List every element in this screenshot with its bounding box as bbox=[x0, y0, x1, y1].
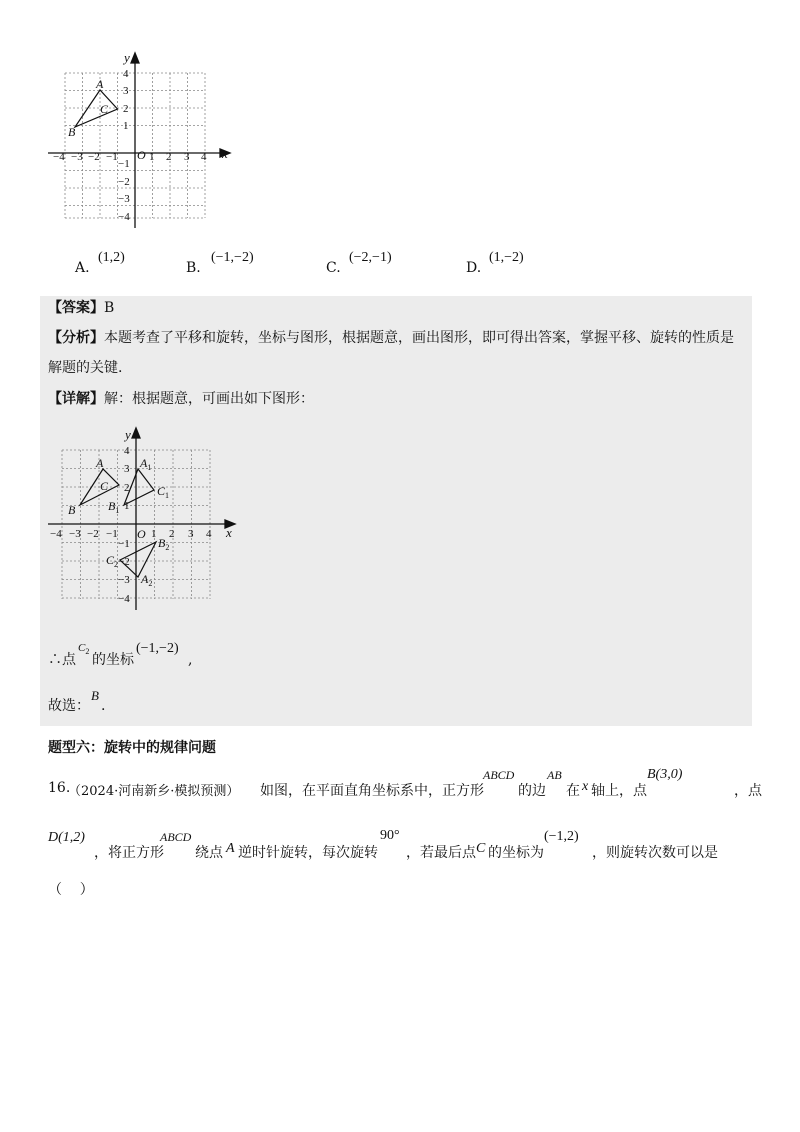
square-name: ABCD bbox=[483, 768, 515, 782]
question-source: （2024·河南新乡·模拟预测） bbox=[68, 784, 240, 799]
conclusion-line bbox=[48, 640, 348, 674]
analysis-label: 【分析】 bbox=[48, 330, 104, 346]
origin-label: O bbox=[137, 527, 146, 541]
x-tick: 1 bbox=[151, 528, 157, 540]
x-tick: 1 bbox=[149, 151, 155, 163]
y-tick: −3 bbox=[118, 574, 130, 586]
figure-1-coordinate-grid bbox=[40, 50, 240, 230]
option-letter: C. bbox=[326, 260, 341, 276]
question-text: 的坐标为 bbox=[488, 845, 544, 861]
y-tick-labels bbox=[118, 68, 130, 223]
y-tick: 3 bbox=[123, 85, 129, 97]
y-tick: 4 bbox=[123, 68, 129, 80]
x-tick: −1 bbox=[106, 528, 118, 540]
question-text: 轴上，点 bbox=[591, 783, 647, 799]
choice-value: B bbox=[91, 688, 99, 703]
question-text: 在 bbox=[566, 783, 580, 799]
option-letter: D. bbox=[466, 260, 482, 276]
question-text: 的边 bbox=[518, 783, 546, 799]
choice-end: . bbox=[101, 698, 106, 714]
x-axis-label: x bbox=[222, 146, 228, 161]
question-number: 16. bbox=[48, 780, 71, 796]
detail-line bbox=[48, 389, 314, 409]
y-tick: 1 bbox=[123, 120, 129, 132]
x-tick: −2 bbox=[87, 528, 99, 540]
answer-label: 【答案】 bbox=[48, 300, 104, 316]
x-axis-label: x bbox=[226, 525, 232, 540]
y-tick: −1 bbox=[118, 538, 130, 550]
point-b-label: B bbox=[68, 125, 76, 139]
point-b-label: B bbox=[68, 503, 76, 517]
option-value: (−2,−1) bbox=[349, 250, 392, 265]
y-tick: −2 bbox=[118, 556, 130, 568]
x-tick: −3 bbox=[69, 528, 81, 540]
y-tick: −2 bbox=[118, 176, 130, 188]
point-a-label: A bbox=[96, 77, 104, 91]
y-tick: −4 bbox=[118, 593, 130, 605]
x-tick: −3 bbox=[71, 151, 83, 163]
axis-x: x bbox=[582, 779, 589, 794]
side-name: AB bbox=[547, 768, 562, 782]
question-16-line-1 bbox=[48, 766, 762, 806]
point-b2-label: $B_2$ bbox=[158, 536, 170, 552]
y-axis-label: y bbox=[125, 427, 131, 442]
point-c-coord: (−1,2) bbox=[544, 829, 579, 844]
y-tick: −1 bbox=[118, 158, 130, 170]
x-tick: −2 bbox=[88, 151, 100, 163]
point-c-name: C bbox=[476, 841, 486, 856]
x-tick: 3 bbox=[188, 528, 194, 540]
answer-line bbox=[48, 298, 114, 318]
y-tick: 3 bbox=[124, 463, 130, 475]
point-c-label: C bbox=[100, 479, 109, 493]
option-value: (1,2) bbox=[98, 250, 125, 265]
x-tick: 3 bbox=[184, 151, 190, 163]
x-tick: 4 bbox=[206, 528, 212, 540]
point-d-coord: D(1,2) bbox=[48, 830, 85, 845]
square-name: ABCD bbox=[160, 830, 192, 844]
analysis-line-1 bbox=[48, 328, 734, 348]
point-c-label: C bbox=[100, 102, 109, 116]
point-a-label: A bbox=[96, 456, 104, 470]
y-tick: −4 bbox=[118, 211, 130, 223]
detail-text: 解：根据题意，可画出如下图形： bbox=[104, 391, 314, 407]
x-tick: −1 bbox=[106, 151, 118, 163]
x-tick: 4 bbox=[201, 151, 207, 163]
analysis-text-cont: 解题的关键. bbox=[48, 360, 123, 376]
point-a2-label: $A_2$ bbox=[141, 572, 153, 588]
x-tick: −4 bbox=[50, 528, 62, 540]
question-text: ，点 bbox=[734, 783, 762, 799]
point-b-coord: B(3,0) bbox=[647, 767, 683, 782]
conclusion-point: $C_2$ bbox=[78, 642, 90, 657]
question-text: 如图，在平面直角坐标系中，正方形 bbox=[260, 783, 484, 799]
conclusion-end: , bbox=[188, 652, 193, 668]
choice-prefix: 故选： bbox=[48, 698, 90, 714]
option-value: (1,−2) bbox=[489, 250, 524, 265]
question-16-line-2 bbox=[48, 828, 758, 862]
point-c1-label: $C_1$ bbox=[157, 484, 170, 500]
y-tick: −3 bbox=[118, 193, 130, 205]
triangle-abc bbox=[75, 90, 118, 127]
point-b1-label: $B_1$ bbox=[108, 499, 120, 515]
section-heading: 题型六：旋转中的规律问题 bbox=[48, 740, 216, 756]
detail-label: 【详解】 bbox=[48, 391, 104, 407]
y-axis-label: y bbox=[124, 50, 130, 65]
y-tick: 2 bbox=[124, 482, 130, 494]
figure-2-coordinate-grid bbox=[40, 425, 250, 615]
axes bbox=[48, 53, 230, 228]
question-text: ，将正方形 bbox=[94, 845, 164, 861]
analysis-text: 本题考查了平移和旋转，坐标与图形，根据题意，画出图形，即可得出答案，掌握平移、旋转的性质是 bbox=[104, 330, 734, 346]
y-tick: 4 bbox=[124, 445, 130, 457]
origin-label: O bbox=[137, 148, 146, 162]
question-text: ，则旋转次数可以是 bbox=[592, 845, 718, 861]
point-a1-label: $A_1$ bbox=[140, 456, 152, 472]
conclusion-value: (−1,−2) bbox=[136, 641, 179, 656]
y-tick-labels bbox=[118, 445, 130, 605]
choice-line bbox=[48, 688, 248, 718]
x-tick: −4 bbox=[53, 151, 65, 163]
option-letter: B. bbox=[186, 260, 201, 276]
conclusion-mid: 的坐标 bbox=[92, 652, 134, 668]
point-a-name: A bbox=[226, 841, 235, 856]
option-letter: A. bbox=[75, 260, 90, 276]
x-tick: 2 bbox=[169, 528, 175, 540]
point-c2-label: $C_2$ bbox=[106, 553, 119, 569]
answer-value: B bbox=[104, 300, 115, 316]
question-text: 绕点 bbox=[195, 845, 223, 861]
rotation-angle: 90° bbox=[380, 828, 400, 843]
conclusion-prefix: ∴点 bbox=[48, 652, 76, 668]
question-text: 逆时针旋转，每次旋转 bbox=[238, 845, 378, 861]
y-tick: 1 bbox=[124, 500, 130, 512]
x-tick: 2 bbox=[166, 151, 172, 163]
option-value: (−1,−2) bbox=[211, 250, 254, 265]
question-text: ，若最后点 bbox=[406, 845, 476, 861]
answer-blank[interactable]: （ ） bbox=[48, 882, 94, 898]
analysis-line-2 bbox=[48, 358, 122, 378]
x-tick-labels bbox=[50, 528, 212, 540]
y-tick: 2 bbox=[123, 103, 129, 115]
